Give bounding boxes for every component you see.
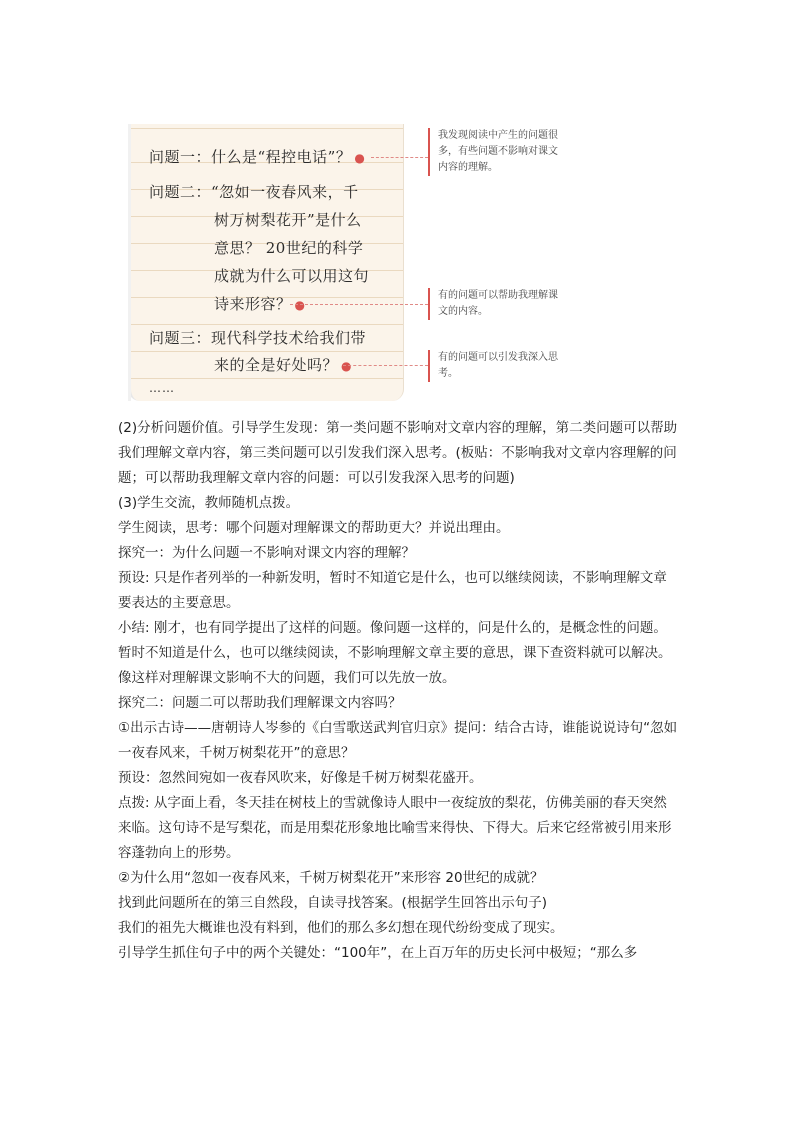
question-two-line5: 诗来形容？ ● [214,295,306,313]
paragraph: 预设: 只是作者列举的一种新发明，暂时不知道它是什么，也可以继续阅读，不影响理解文章要表达的主要意思。 [118,570,667,611]
question-two-line3: 意思？ 20世纪的科学 [214,239,364,257]
paragraph: 预设：忽然间宛如一夜春风吹来，好像是千树万树梨花盛开。 [118,770,483,786]
leader-line [371,157,428,158]
question-figure [128,124,558,401]
marker-dot-icon: ● [354,151,366,165]
paragraph: 探究二：问题二可以帮助我们理解课文内容吗？ [118,695,402,711]
question-one: 问题一：什么是“程控电话”？ ● [149,148,366,166]
marker-dot-icon: ● [341,359,352,373]
paragraph: 小结: 刚才，也有同学提出了这样的问题。像问题一这样的，问是什么的，是概念性的问题。暂时不知道是什么，也可以继续阅读，不影响理解文章主要的意思，课下查资料就可以解决。像这样对理解课文影响不大的问题，我们可以先放一放。 [118,620,672,686]
side-note-1: 我发现阅读中产生的问题很多，有些问题不影响对课文内容的理解。 [428,128,560,176]
paragraph: (2)分析问题价值。引导学生发现：第一类问题不影响对文章内容的理解，第二类问题可以帮助我们理解文章内容，第三类问题可以引发我们深入思考。(板贴：不影响我对文章内容理解的问题；可以帮助我理解文章内容的问题：可以引发我深入思考的问题) [118,420,678,486]
paragraph: 学生阅读，思考：哪个问题对理解课文的帮助更大？并说出理由。 [118,520,510,536]
paragraph: 我们的祖先大概谁也没有料到，他们的那么多幻想在现代纷纷变成了现实。 [118,920,564,936]
ellipsis: …… [149,381,175,395]
notebook-card [128,124,404,401]
paragraph: (3)学生交流，教师随机点拨。 [118,495,300,511]
paragraph: 引导学生抓住句子中的两个关键处：“100年”，在上百万年的历史长河中极短；“那么多 [118,945,638,961]
leader-line [290,304,428,305]
question-two-line4: 成就为什么可以用这句 [214,267,370,285]
question-three-line1: 问题三：现代科学技术给我们带 [149,329,367,347]
marker-dot-icon: ● [294,298,306,312]
question-two-line1: 问题二：“忽如一夜春风来，千 [149,183,359,201]
lesson-text [118,416,678,966]
paragraph: 点拨: 从字面上看，冬天挂在树枝上的雪就像诗人眼中一夜绽放的梨花，仿佛美丽的春天突然来临。这句诗不是写梨花，而是用梨花形象地比喻雪来得快、下得大。后来它经常被引用来形容蓬勃向上的形势。 [118,795,672,861]
paragraph: 找到此问题所在的第三自然段，自读寻找答案。(根据学生回答出示句子) [118,895,548,911]
question-two-line2: 树万树梨花开”是什么 [214,211,362,229]
side-note-3: 有的问题可以引发我深入思考。 [428,350,560,382]
side-note-2: 有的问题可以帮助我理解课文的内容。 [428,288,560,320]
paragraph: 探究一：为什么问题一不影响对课文内容的理解？ [118,545,415,561]
leader-line [343,365,428,366]
paragraph: ②为什么用“忽如一夜春风来，千树万树梨花开”来形容 20世纪的成就？ [118,870,544,886]
question-three-line2: 来的全是好处吗？ ● [214,356,352,374]
paragraph: ①出示古诗——唐朝诗人岑参的《白雪歌送武判官归京》提问：结合古诗，谁能说说诗句“忽如一夜春风来，千树万树梨花开”的意思？ [118,720,678,761]
